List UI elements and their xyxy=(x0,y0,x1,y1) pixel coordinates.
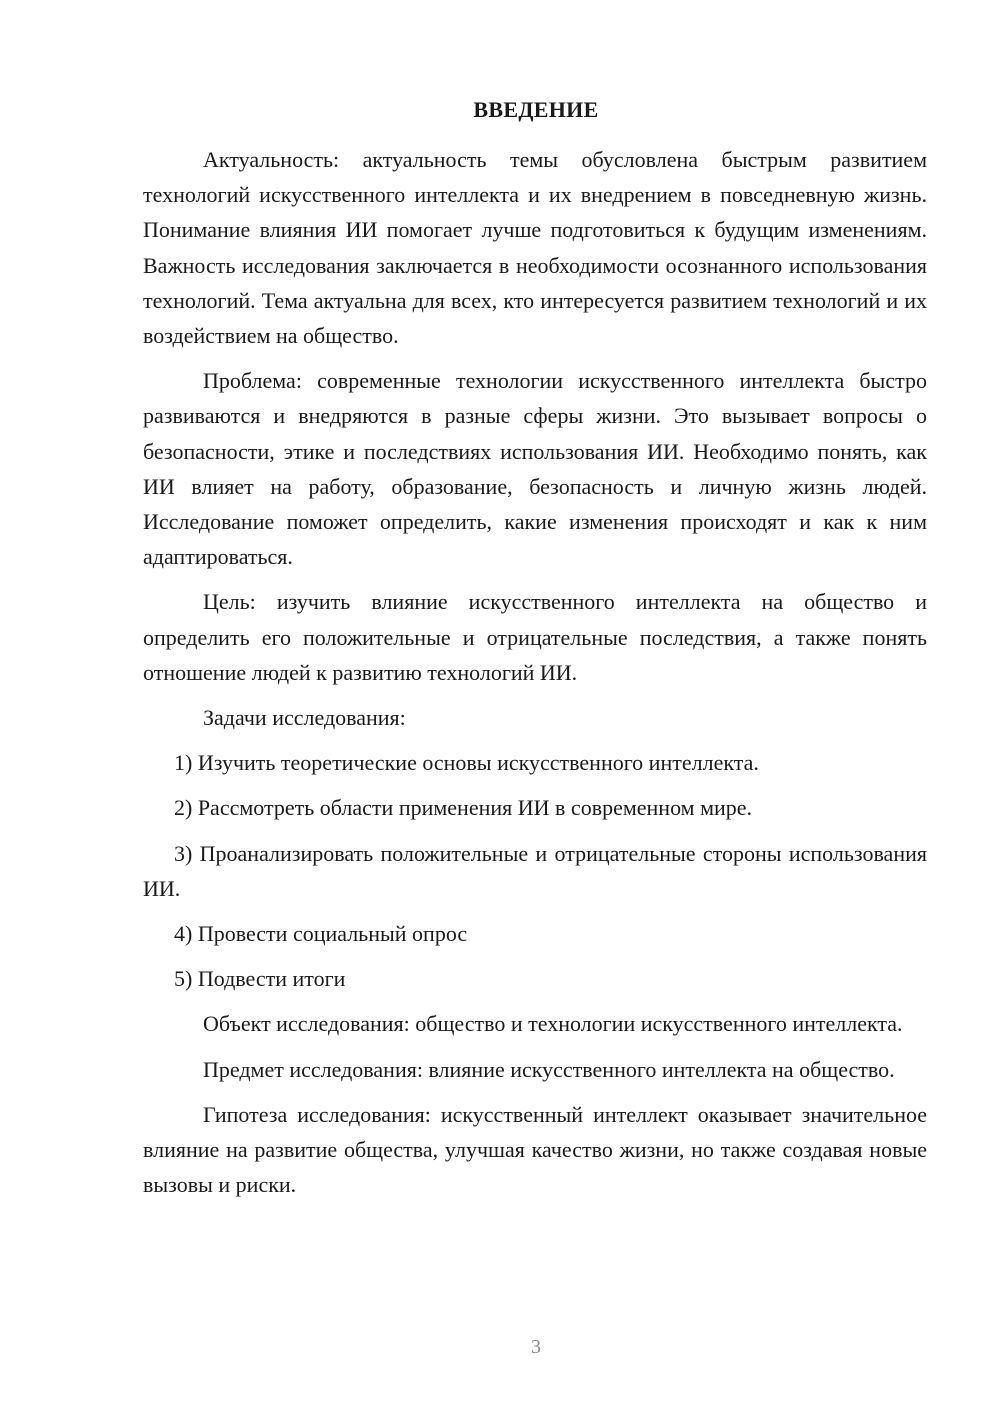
task-item: 3) Проанализировать положительные и отрицательные стороны использования ИИ. xyxy=(143,840,927,901)
page-number: 3 xyxy=(531,1336,541,1358)
paragraph-relevance: Актуальность: актуальность темы обусловлена быстрым развитием технологий искусственного интеллекта и их внедрением в повседневную жизнь. Понимание влияния ИИ помогает лучше подготовиться к будущим изменениям. Важность исследования заключается в необходимости осознанного использования технологий. Тема актуальна для всех, кто интересуется развитием технологий и их воздействием на общество. xyxy=(143,147,927,349)
page-title: ВВЕДЕНИЕ xyxy=(473,97,599,122)
task-item: 2) Рассмотреть области применения ИИ в современном мире. xyxy=(174,795,753,821)
task-item: 1) Изучить теоретические основы искусственного интеллекта. xyxy=(174,750,759,776)
paragraph-tasks-heading: Задачи исследования: xyxy=(203,705,406,731)
document-body xyxy=(143,142,927,1212)
paragraph-object: Объект исследования: общество и технологии искусственного интеллекта. xyxy=(203,1011,903,1037)
paragraph-goal: Цель: изучить влияние искусственного интеллекта на общество и определить его положительные и отрицательные последствия, а также понять отношение людей к развитию технологий ИИ. xyxy=(143,589,927,685)
task-item: 5) Подвести итоги xyxy=(174,966,346,992)
paragraph-subject: Предмет исследования: влияние искусственного интеллекта на общество. xyxy=(203,1056,895,1082)
paragraph-hypothesis: Гипотеза исследования: искусственный интеллект оказывает значительное влияние на развитие общества, улучшая качество жизни, но также создавая новые вызовы и риски. xyxy=(143,1101,927,1198)
task-item: 4) Провести социальный опрос xyxy=(174,921,468,947)
paragraph-problem: Проблема: современные технологии искусственного интеллекта быстро развиваются и внедряются в разные сферы жизни. Это вызывает вопросы о безопасности, этике и последствиях использования ИИ. Необходимо понять, как ИИ влияет на работу, образование, безопасность и личную жизнь людей. Исследование поможет определить, какие изменения происходят и как к ним адаптироваться. xyxy=(143,368,927,570)
